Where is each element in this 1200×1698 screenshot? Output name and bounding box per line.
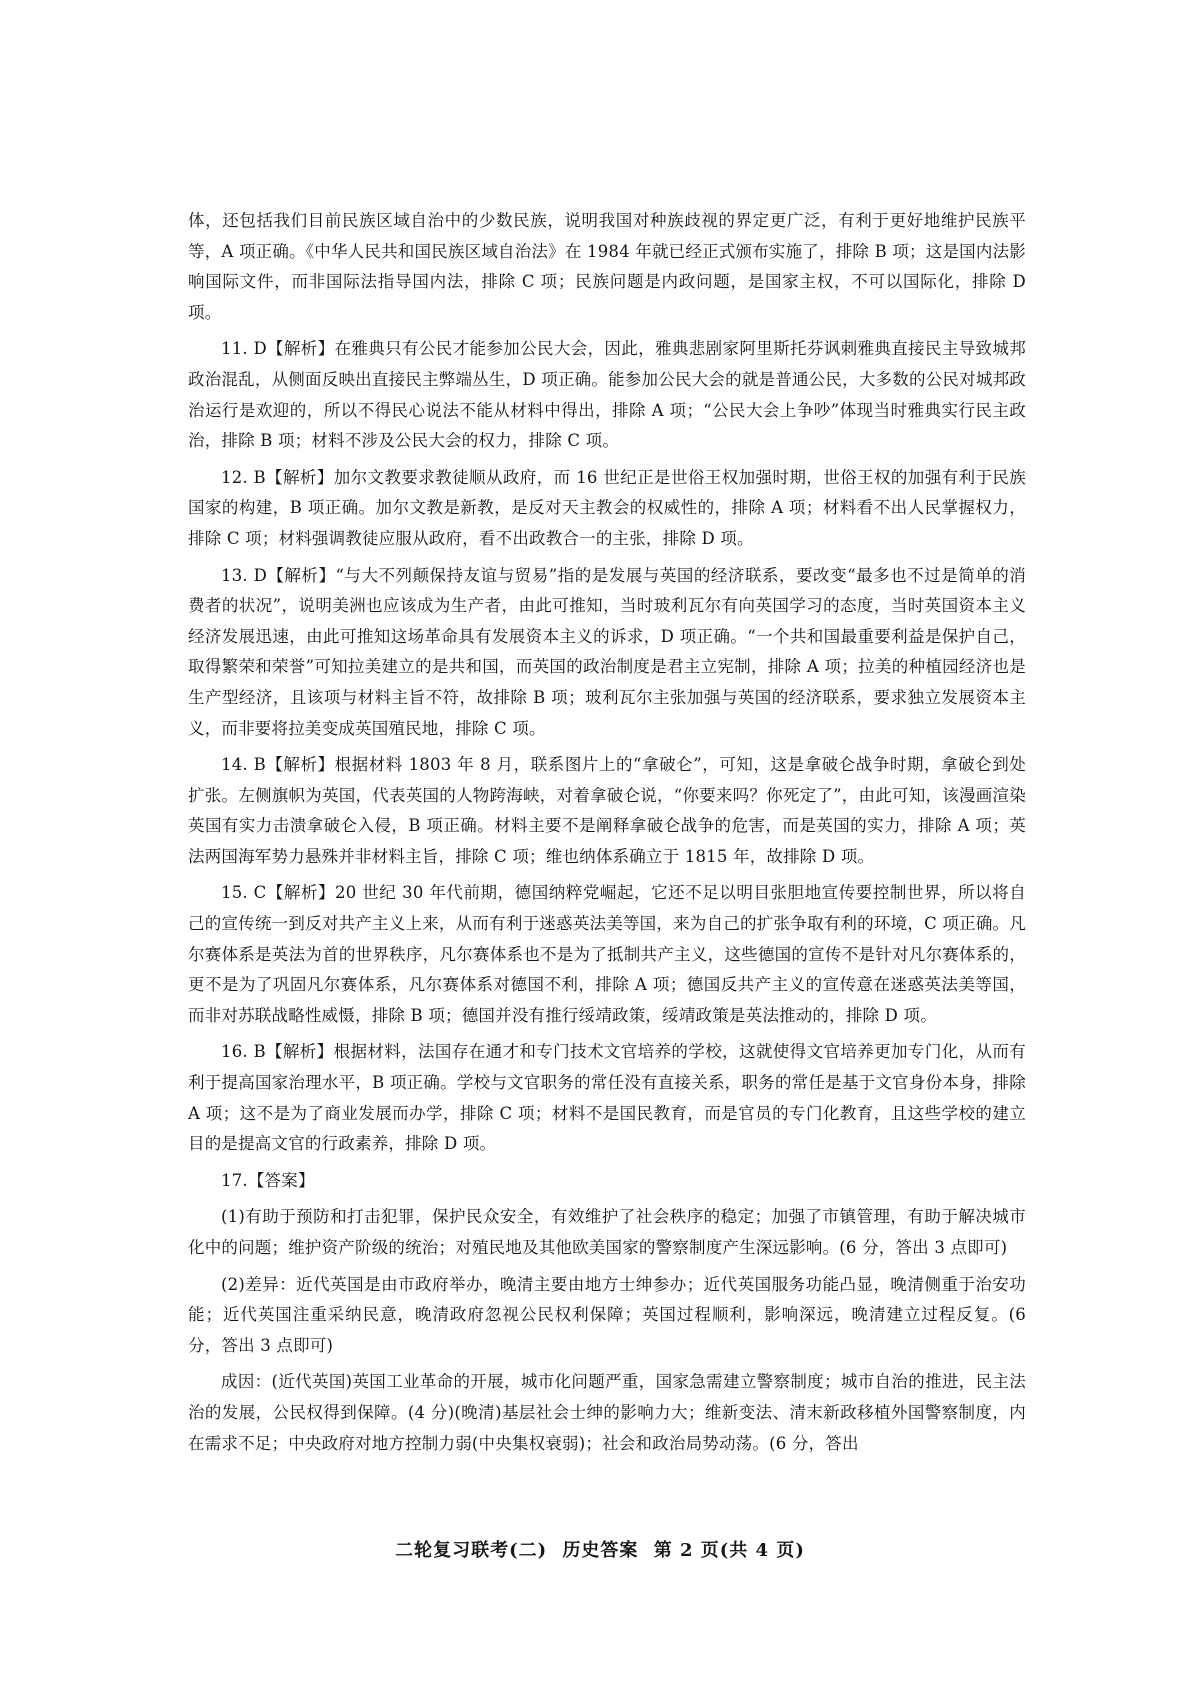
answer-13: 13. D【解析】“与大不列颠保持友谊与贸易”指的是发展与英国的经济联系，要改变“最多也不过是简单的消费者的状况”，说明美洲也应该成为生产者，由此可推知，当时玻利瓦尔有向英国学习的态度，当时英国资本主义经济发展迅速，由此可推知这场革命具有发展资本主义的诉求，D 项正确。“一个共和国最重要利益是保护自己，取得繁荣和荣誉”可知拉美建立的是共和国，而英国的政治制度是君主立宪制，排除 A 项；拉美的种植园经济也是生产型经济，且该项与材料主旨不符，故排除 B 项；玻利瓦尔主张加强与英国的经济联系，要求独立发展资本主义，而非要将拉美变成英国殖民地，排除 C 项。 xyxy=(188,565,1026,738)
footer-exam: 二轮复习联考(二) xyxy=(395,1540,548,1561)
answer-16: 16. B【解析】根据材料，法国存在通才和专门技术文官培养的学校，这就使得文官培养更加专门化，从而有利于提高国家治理水平，B 项正确。学校与文官职务的常任没有直接关系，职务的常任是基于文官身份本身，排除 A 项；这不是为了商业发展而办学，排除 C 项；材料不是国民教育，而是官员的专门化教育，且这些学校的建立目的是提高文官的行政素养，排除 D 项。 xyxy=(188,1042,1026,1154)
answer-15: 15. C【解析】20 世纪 30 年代前期，德国纳粹党崛起，它还不足以明目张胆地宣传要控制世界，所以将自己的宣传统一到反对共产主义上来，从而有利于迷惑英法美等国，来为自己的扩张争取有利的环境，C 项正确。凡尔赛体系是英法为首的世界秩序，凡尔赛体系也不是为了抵制共产主义，这些德国的宣传不是针对凡尔赛体系的，更不是为了巩固凡尔赛体系，凡尔赛体系对德国不利，排除 A 项；德国反共产主义的宣传意在迷惑英法美等国，而非对苏联战略性威慑，排除 B 项；德国并没有推行绥靖政策，绥靖政策是英法推动的，排除 D 项。 xyxy=(188,883,1026,1025)
answer-17-causes: 成因：(近代英国)英国工业革命的开展，城市化问题严重，国家急需建立警察制度；城市自治的推进，民主法治的发展，公民权得到保障。(4 分)(晚清)基层社会士绅的影响力大；维新变法、清末新政移植外国警察制度，内在需求不足；中央政府对地方控制力弱(中央集权衰弱)；社会和政治局势动荡。(6 分，答出 xyxy=(188,1372,1026,1453)
footer-page-number: 第 2 页(共 4 页) xyxy=(653,1540,805,1561)
answer-14: 14. B【解析】根据材料 1803 年 8 月，联系图片上的“拿破仑”，可知，这是拿破仑战争时期，拿破仑到处扩张。左侧旗帜为英国，代表英国的人物跨海峡，对着拿破仑说，“你要来吗？你死定了”，由此可知，该漫画渲染英国有实力击溃拿破仑入侵，B 项正确。材料主要不是阐释拿破仑战争的危害，而是英国的实力，排除 A 项；英法两国海军势力悬殊并非材料主旨，排除 C 项；维也纳体系确立于 1815 年，故排除 D 项。 xyxy=(188,755,1026,866)
answer-11: 11. D【解析】在雅典只有公民才能参加公民大会，因此，雅典悲剧家阿里斯托芬讽刺雅典直接民主导致城邦政治混乱，从侧面反映出直接民主弊端丛生，D 项正确。能参加公民大会的就是普通公民，大多数的公民对城邦政治运行是欢迎的，所以不得民心说法不能从材料中得出，排除 A 项；“公民大会上争吵”体现当时雅典实行民主政治，排除 B 项；材料不涉及公民大会的权力，排除 C 项。 xyxy=(188,339,1026,451)
answer-12: 12. B【解析】加尔文教要求教徒顺从政府，而 16 世纪正是世俗王权加强时期，世俗王权的加强有利于民族国家的构建，B 项正确。加尔文教是新教，是反对天主教会的权威性的，排除 A 项；材料看不出人民掌握权力，排除 C 项；材料强调教徒应服从政府，看不出政教合一的主张，排除 D 项。 xyxy=(188,467,1026,548)
page-footer xyxy=(0,1536,1200,1562)
footer-subject: 历史答案 xyxy=(562,1540,639,1561)
paragraph-continued: 体，还包括我们目前民族区域自治中的少数民族，说明我国对种族歧视的界定更广泛，有利于更好地维护民族平等，A 项正确。《中华人民共和国民族区域自治法》在 1984 年就已经正式颁布实施了，排除 B 项；这是国内法影响国际文件，而非国际法指导国内法，排除 C 项；民族问题是内政问题，是国家主权，不可以国际化，排除 D 项。 xyxy=(188,211,1026,322)
answer-17-part-1: (1)有助于预防和打击犯罪，保护民众安全，有效维护了社会秩序的稳定；加强了市镇管理，有助于解决城市化中的问题；维护资产阶级的统治；对殖民地及其他欧美国家的警察制度产生深远影响。(6 分，答出 3 点即可) xyxy=(188,1207,1026,1257)
answer-17-heading: 17.【答案】 xyxy=(221,1170,315,1190)
answer-body xyxy=(188,206,1026,1465)
answer-17-part-2: (2)差异：近代英国是由市政府举办，晚清主要由地方士绅参办；近代英国服务功能凸显，晚清侧重于治安功能；近代英国注重采纳民意，晚清政府忽视公民权利保障；英国过程顺利，影响深远，晚清建立过程反复。(6 分，答出 3 点即可) xyxy=(188,1274,1026,1355)
